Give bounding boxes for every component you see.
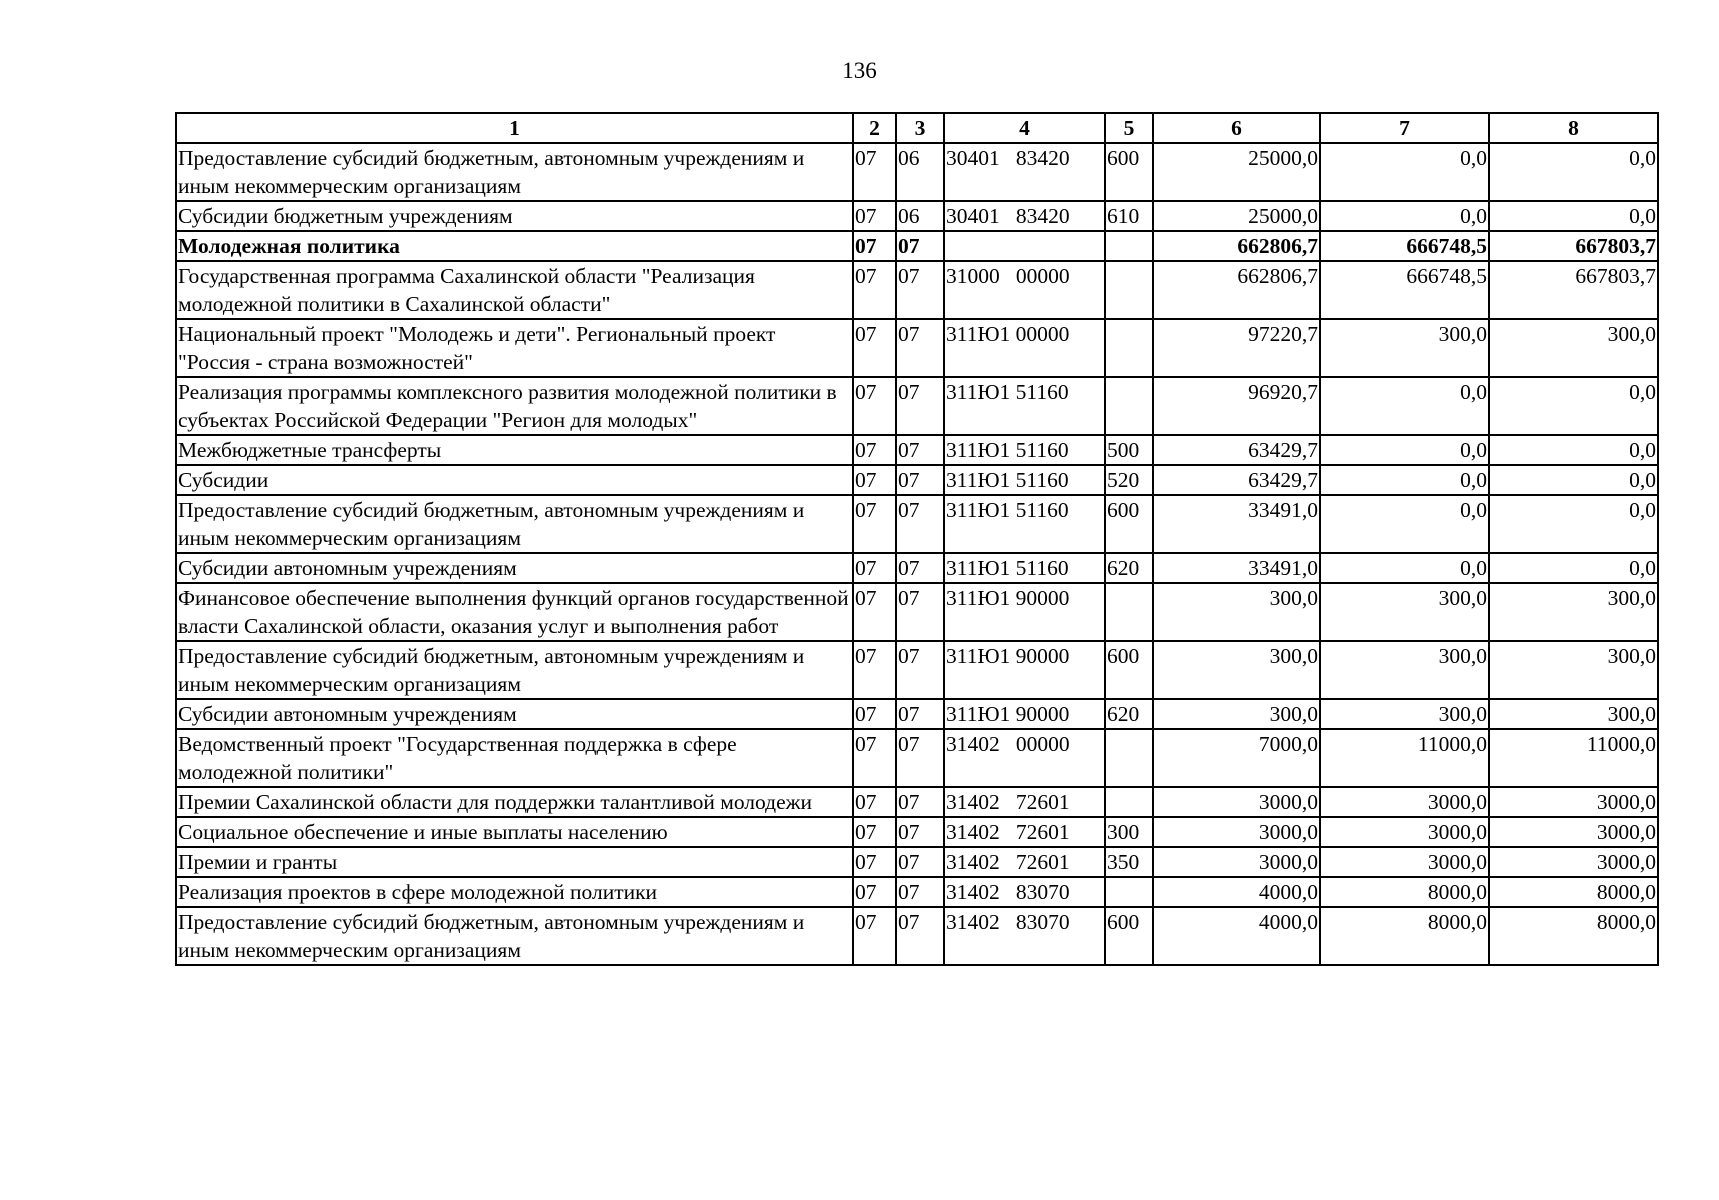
amount-col7-cell: 666748,5 — [1320, 231, 1489, 261]
amount-col8-cell: 300,0 — [1489, 319, 1658, 377]
amount-col8-cell: 11000,0 — [1489, 729, 1658, 787]
amount-col6-cell: 662806,7 — [1153, 231, 1320, 261]
subsection-code-cell: 07 — [896, 465, 944, 495]
amount-col8-cell: 0,0 — [1489, 143, 1658, 201]
header-cell: 5 — [1105, 113, 1153, 143]
target-article-cell: 31402 00000 — [944, 729, 1105, 787]
amount-col6-cell: 7000,0 — [1153, 729, 1320, 787]
table-row — [176, 201, 1658, 231]
section-code-cell: 07 — [853, 319, 896, 377]
expense-type-cell: 350 — [1105, 847, 1153, 877]
table-row — [176, 495, 1658, 553]
amount-col8-cell: 300,0 — [1489, 699, 1658, 729]
amount-col6-cell: 63429,7 — [1153, 465, 1320, 495]
section-code-cell: 07 — [853, 143, 896, 201]
subsection-code-cell: 07 — [896, 817, 944, 847]
target-article-cell: 30401 83420 — [944, 143, 1105, 201]
subsection-code-cell: 07 — [896, 699, 944, 729]
row-name-cell: Предоставление субсидий бюджетным, автономным учреждениям и иным некоммерческим организациям — [176, 907, 853, 965]
amount-col7-cell: 0,0 — [1320, 465, 1489, 495]
table-row — [176, 787, 1658, 817]
amount-col8-cell: 0,0 — [1489, 435, 1658, 465]
target-article-cell: 311Ю1 51160 — [944, 465, 1105, 495]
table-row — [176, 907, 1658, 965]
header-cell: 8 — [1489, 113, 1658, 143]
expense-type-cell: 500 — [1105, 435, 1153, 465]
table-row — [176, 641, 1658, 699]
expense-type-cell — [1105, 319, 1153, 377]
subsection-code-cell: 07 — [896, 231, 944, 261]
amount-col8-cell: 0,0 — [1489, 553, 1658, 583]
amount-col7-cell: 3000,0 — [1320, 787, 1489, 817]
expense-type-cell — [1105, 877, 1153, 907]
amount-col7-cell: 300,0 — [1320, 699, 1489, 729]
amount-col6-cell: 33491,0 — [1153, 553, 1320, 583]
amount-col6-cell: 4000,0 — [1153, 877, 1320, 907]
subsection-code-cell: 06 — [896, 143, 944, 201]
amount-col6-cell: 63429,7 — [1153, 435, 1320, 465]
section-code-cell: 07 — [853, 877, 896, 907]
expense-type-cell: 620 — [1105, 553, 1153, 583]
subsection-code-cell: 07 — [896, 847, 944, 877]
subsection-code-cell: 06 — [896, 201, 944, 231]
row-name-cell: Предоставление субсидий бюджетным, автономным учреждениям и иным некоммерческим организациям — [176, 495, 853, 553]
section-code-cell: 07 — [853, 231, 896, 261]
expense-type-cell: 600 — [1105, 641, 1153, 699]
amount-col6-cell: 96920,7 — [1153, 377, 1320, 435]
section-code-cell: 07 — [853, 261, 896, 319]
target-article-cell: 311Ю1 51160 — [944, 553, 1105, 583]
amount-col8-cell: 0,0 — [1489, 201, 1658, 231]
amount-col6-cell: 662806,7 — [1153, 261, 1320, 319]
table-row — [176, 847, 1658, 877]
subsection-code-cell: 07 — [896, 729, 944, 787]
section-code-cell: 07 — [853, 907, 896, 965]
amount-col7-cell: 3000,0 — [1320, 817, 1489, 847]
amount-col7-cell: 0,0 — [1320, 201, 1489, 231]
target-article-cell: 311Ю1 51160 — [944, 377, 1105, 435]
amount-col8-cell: 300,0 — [1489, 583, 1658, 641]
subsection-code-cell: 07 — [896, 787, 944, 817]
expense-type-cell: 600 — [1105, 495, 1153, 553]
header-cell: 7 — [1320, 113, 1489, 143]
target-article-cell: 311Ю1 00000 — [944, 319, 1105, 377]
table-row — [176, 729, 1658, 787]
amount-col7-cell: 0,0 — [1320, 435, 1489, 465]
target-article-cell: 311Ю1 90000 — [944, 583, 1105, 641]
table-row — [176, 817, 1658, 847]
table-row — [176, 435, 1658, 465]
row-name-cell: Предоставление субсидий бюджетным, автономным учреждениям и иным некоммерческим организациям — [176, 143, 853, 201]
table-row — [176, 877, 1658, 907]
amount-col8-cell: 3000,0 — [1489, 847, 1658, 877]
amount-col7-cell: 8000,0 — [1320, 907, 1489, 965]
table-row — [176, 143, 1658, 201]
amount-col7-cell: 0,0 — [1320, 495, 1489, 553]
budget-table — [175, 112, 1659, 966]
section-code-cell: 07 — [853, 583, 896, 641]
table-row — [176, 699, 1658, 729]
subsection-code-cell: 07 — [896, 553, 944, 583]
row-name-cell: Ведомственный проект "Государственная поддержка в сфере молодежной политики" — [176, 729, 853, 787]
amount-col6-cell: 25000,0 — [1153, 201, 1320, 231]
expense-type-cell — [1105, 377, 1153, 435]
subsection-code-cell: 07 — [896, 261, 944, 319]
table-row — [176, 377, 1658, 435]
expense-type-cell: 610 — [1105, 201, 1153, 231]
section-code-cell: 07 — [853, 699, 896, 729]
amount-col7-cell: 0,0 — [1320, 143, 1489, 201]
row-name-cell: Молодежная политика — [176, 231, 853, 261]
row-name-cell: Социальное обеспечение и иные выплаты населению — [176, 817, 853, 847]
table-row — [176, 231, 1658, 261]
section-code-cell: 07 — [853, 495, 896, 553]
amount-col6-cell: 300,0 — [1153, 583, 1320, 641]
target-article-cell: 31402 72601 — [944, 847, 1105, 877]
table-body — [176, 143, 1658, 965]
amount-col6-cell: 25000,0 — [1153, 143, 1320, 201]
row-name-cell: Субсидии бюджетным учреждениям — [176, 201, 853, 231]
amount-col7-cell: 300,0 — [1320, 641, 1489, 699]
table-row — [176, 261, 1658, 319]
row-name-cell: Субсидии автономным учреждениям — [176, 553, 853, 583]
amount-col6-cell: 3000,0 — [1153, 847, 1320, 877]
subsection-code-cell: 07 — [896, 319, 944, 377]
header-cell: 4 — [944, 113, 1105, 143]
target-article-cell: 31402 72601 — [944, 817, 1105, 847]
table-row — [176, 583, 1658, 641]
amount-col8-cell: 667803,7 — [1489, 231, 1658, 261]
header-cell: 2 — [853, 113, 896, 143]
expense-type-cell — [1105, 583, 1153, 641]
table-row — [176, 319, 1658, 377]
amount-col8-cell: 3000,0 — [1489, 787, 1658, 817]
section-code-cell: 07 — [853, 847, 896, 877]
target-article-cell: 311Ю1 90000 — [944, 641, 1105, 699]
section-code-cell: 07 — [853, 787, 896, 817]
row-name-cell: Субсидии автономным учреждениям — [176, 699, 853, 729]
amount-col8-cell: 0,0 — [1489, 377, 1658, 435]
amount-col6-cell: 300,0 — [1153, 699, 1320, 729]
row-name-cell: Реализация программы комплексного развития молодежной политики в субъектах Российской Федерации "Регион для молодых" — [176, 377, 853, 435]
row-name-cell: Финансовое обеспечение выполнения функций органов государственной власти Сахалинской области, оказания услуг и выполнения работ — [176, 583, 853, 641]
amount-col8-cell: 300,0 — [1489, 641, 1658, 699]
row-name-cell: Премии Сахалинской области для поддержки талантливой молодежи — [176, 787, 853, 817]
page-number: 136 — [842, 58, 877, 83]
target-article-cell: 31402 83070 — [944, 907, 1105, 965]
section-code-cell: 07 — [853, 553, 896, 583]
amount-col8-cell: 3000,0 — [1489, 817, 1658, 847]
header-cell: 3 — [896, 113, 944, 143]
amount-col8-cell: 8000,0 — [1489, 877, 1658, 907]
expense-type-cell — [1105, 729, 1153, 787]
target-article-cell — [944, 231, 1105, 261]
amount-col8-cell: 0,0 — [1489, 495, 1658, 553]
expense-type-cell: 600 — [1105, 143, 1153, 201]
amount-col6-cell: 3000,0 — [1153, 787, 1320, 817]
amount-col7-cell: 300,0 — [1320, 583, 1489, 641]
target-article-cell: 31402 83070 — [944, 877, 1105, 907]
expense-type-cell — [1105, 231, 1153, 261]
amount-col7-cell: 0,0 — [1320, 553, 1489, 583]
subsection-code-cell: 07 — [896, 641, 944, 699]
amount-col7-cell: 11000,0 — [1320, 729, 1489, 787]
expense-type-cell: 600 — [1105, 907, 1153, 965]
target-article-cell: 311Ю1 90000 — [944, 699, 1105, 729]
amount-col6-cell: 300,0 — [1153, 641, 1320, 699]
amount-col6-cell: 4000,0 — [1153, 907, 1320, 965]
amount-col6-cell: 97220,7 — [1153, 319, 1320, 377]
amount-col8-cell: 8000,0 — [1489, 907, 1658, 965]
section-code-cell: 07 — [853, 377, 896, 435]
target-article-cell: 311Ю1 51160 — [944, 435, 1105, 465]
expense-type-cell — [1105, 787, 1153, 817]
expense-type-cell — [1105, 261, 1153, 319]
row-name-cell: Национальный проект "Молодежь и дети". Региональный проект "Россия - страна возможностей" — [176, 319, 853, 377]
amount-col8-cell: 0,0 — [1489, 465, 1658, 495]
amount-col7-cell: 300,0 — [1320, 319, 1489, 377]
row-name-cell: Государственная программа Сахалинской области "Реализация молодежной политики в Сахалинской области" — [176, 261, 853, 319]
section-code-cell: 07 — [853, 817, 896, 847]
row-name-cell: Межбюджетные трансферты — [176, 435, 853, 465]
header-cell: 6 — [1153, 113, 1320, 143]
subsection-code-cell: 07 — [896, 377, 944, 435]
amount-col8-cell: 667803,7 — [1489, 261, 1658, 319]
row-name-cell: Реализация проектов в сфере молодежной политики — [176, 877, 853, 907]
subsection-code-cell: 07 — [896, 495, 944, 553]
amount-col6-cell: 3000,0 — [1153, 817, 1320, 847]
section-code-cell: 07 — [853, 465, 896, 495]
subsection-code-cell: 07 — [896, 583, 944, 641]
row-name-cell: Субсидии — [176, 465, 853, 495]
amount-col7-cell: 3000,0 — [1320, 847, 1489, 877]
table-row — [176, 553, 1658, 583]
amount-col7-cell: 666748,5 — [1320, 261, 1489, 319]
expense-type-cell: 300 — [1105, 817, 1153, 847]
section-code-cell: 07 — [853, 729, 896, 787]
row-name-cell: Предоставление субсидий бюджетным, автономным учреждениям и иным некоммерческим организациям — [176, 641, 853, 699]
amount-col7-cell: 8000,0 — [1320, 877, 1489, 907]
target-article-cell: 31402 72601 — [944, 787, 1105, 817]
expense-type-cell: 520 — [1105, 465, 1153, 495]
header-row — [176, 113, 1658, 143]
amount-col7-cell: 0,0 — [1320, 377, 1489, 435]
header-cell: 1 — [176, 113, 853, 143]
target-article-cell: 31000 00000 — [944, 261, 1105, 319]
target-article-cell: 311Ю1 51160 — [944, 495, 1105, 553]
subsection-code-cell: 07 — [896, 877, 944, 907]
section-code-cell: 07 — [853, 435, 896, 465]
amount-col6-cell: 33491,0 — [1153, 495, 1320, 553]
table-row — [176, 465, 1658, 495]
target-article-cell: 30401 83420 — [944, 201, 1105, 231]
section-code-cell: 07 — [853, 641, 896, 699]
expense-type-cell: 620 — [1105, 699, 1153, 729]
subsection-code-cell: 07 — [896, 907, 944, 965]
section-code-cell: 07 — [853, 201, 896, 231]
subsection-code-cell: 07 — [896, 435, 944, 465]
row-name-cell: Премии и гранты — [176, 847, 853, 877]
